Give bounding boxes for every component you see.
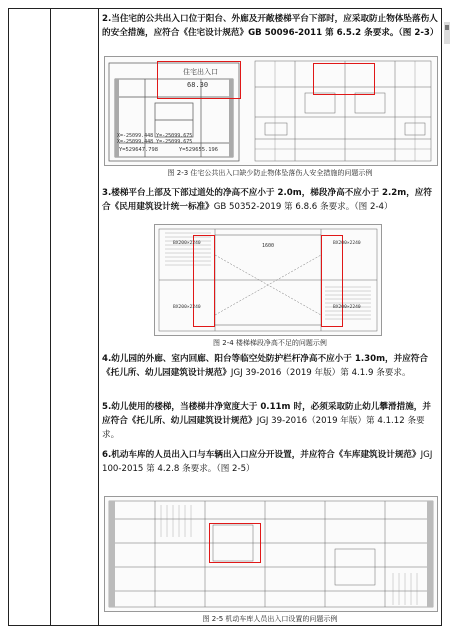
figure-2-3-coord-a: X=-25099.448 Y=-25099.675: [117, 133, 193, 139]
figure-2-4: [154, 224, 382, 336]
item-3-text-normal: GB 50352-2019 第 6.8.6 条要求。（图 2-4）: [213, 202, 393, 212]
item-6-text-bold: 6.机动车库的人员出入口与车辆出入口应分开设置，并应符合《车库建筑设计规范》: [102, 450, 421, 460]
figure-2-3: [104, 56, 438, 166]
figure-2-5-caption: 图 2-5 机动车库人员出入口设置的问题示例: [202, 615, 338, 623]
figure-2-3-caption: 图 2-3 住宅公共出入口缺少防止物体坠落伤人安全措施的问题示例: [167, 169, 373, 177]
figure-2-3-coord-d: Y=529655.196: [179, 147, 218, 153]
item-5-text-normal: JGJ 39-2016（2019 年版）第 4.1.12 条要求。: [102, 416, 425, 440]
item-5-text: [102, 400, 438, 442]
figure-2-3-highlight-right: [313, 63, 375, 95]
item-6-text: [102, 448, 438, 476]
figure-2-4-dim-mid: 1600: [262, 243, 275, 249]
figure-2-5-highlight: [209, 523, 261, 563]
figure-2-3-coord-c: Y=529647.798: [119, 147, 158, 153]
table-column-divider-2: [98, 8, 99, 626]
item-6-text-normal: JGJ 100-2015 第 4.2.8 条要求。（图 2-5）: [102, 450, 433, 474]
figure-2-3-level-label: 68.30: [187, 81, 209, 89]
item-2-text: 2.当住宅的公共出入口位于阳台、外廊及开敞楼梯平台下部时，应采取防止物体坠落伤人的安全措施，应符合《住宅设计规范》GB 50096-2011 第 6.5.2 条要求。（图 2-3）: [102, 14, 439, 38]
item-3-text: [102, 186, 438, 214]
figure-2-3-coord-b: X=-25099.448 Y=-25099.675: [117, 139, 193, 145]
item-4-text-bold: 4.幼儿园的外廊、室内回廊、阳台等临空处防护栏杆净高不应小于 1.30m，并应符合《托儿所、幼儿园建筑设计规范》: [102, 354, 428, 378]
item-4-text: [102, 352, 438, 380]
figure-2-4-dim-left-bot: BX200×2240: [173, 305, 201, 310]
scroll-marker-icon: [444, 22, 450, 44]
figure-2-4-highlight-left: [193, 235, 215, 327]
figure-2-3-entrance-label: 住宅出入口: [183, 68, 218, 76]
figure-2-4-caption: 图 2-4 楼梯梯段净高不足的问题示例: [213, 339, 327, 347]
figure-2-4-dim-left-top: BX200×2240: [173, 241, 201, 246]
table-column-divider-1: [50, 8, 51, 626]
figure-2-5-drawing: [105, 497, 437, 611]
figure-2-4-highlight-right: [321, 235, 343, 327]
figure-2-4-dim-right-bot: BX200×2240: [333, 305, 361, 310]
figure-2-5: [104, 496, 438, 612]
item-4-text-normal: JGJ 39-2016（2019 年版）第 4.1.9 条要求。: [230, 368, 411, 378]
figure-2-4-dim-right-top: BX200×2240: [333, 241, 361, 246]
item-5-text-bold: 5.幼儿使用的楼梯，当楼梯井净宽度大于 0.11m 时，必须采取防止幼儿攀滑措施，并应符合《托儿所、幼儿园建筑设计规范》: [102, 402, 431, 426]
item-3-text-bold: 3.楼梯平台上部及下部过道处的净高不应小于 2.0m，梯段净高不应小于 2.2m，应符合《民用建筑设计统一标准》: [102, 188, 432, 212]
